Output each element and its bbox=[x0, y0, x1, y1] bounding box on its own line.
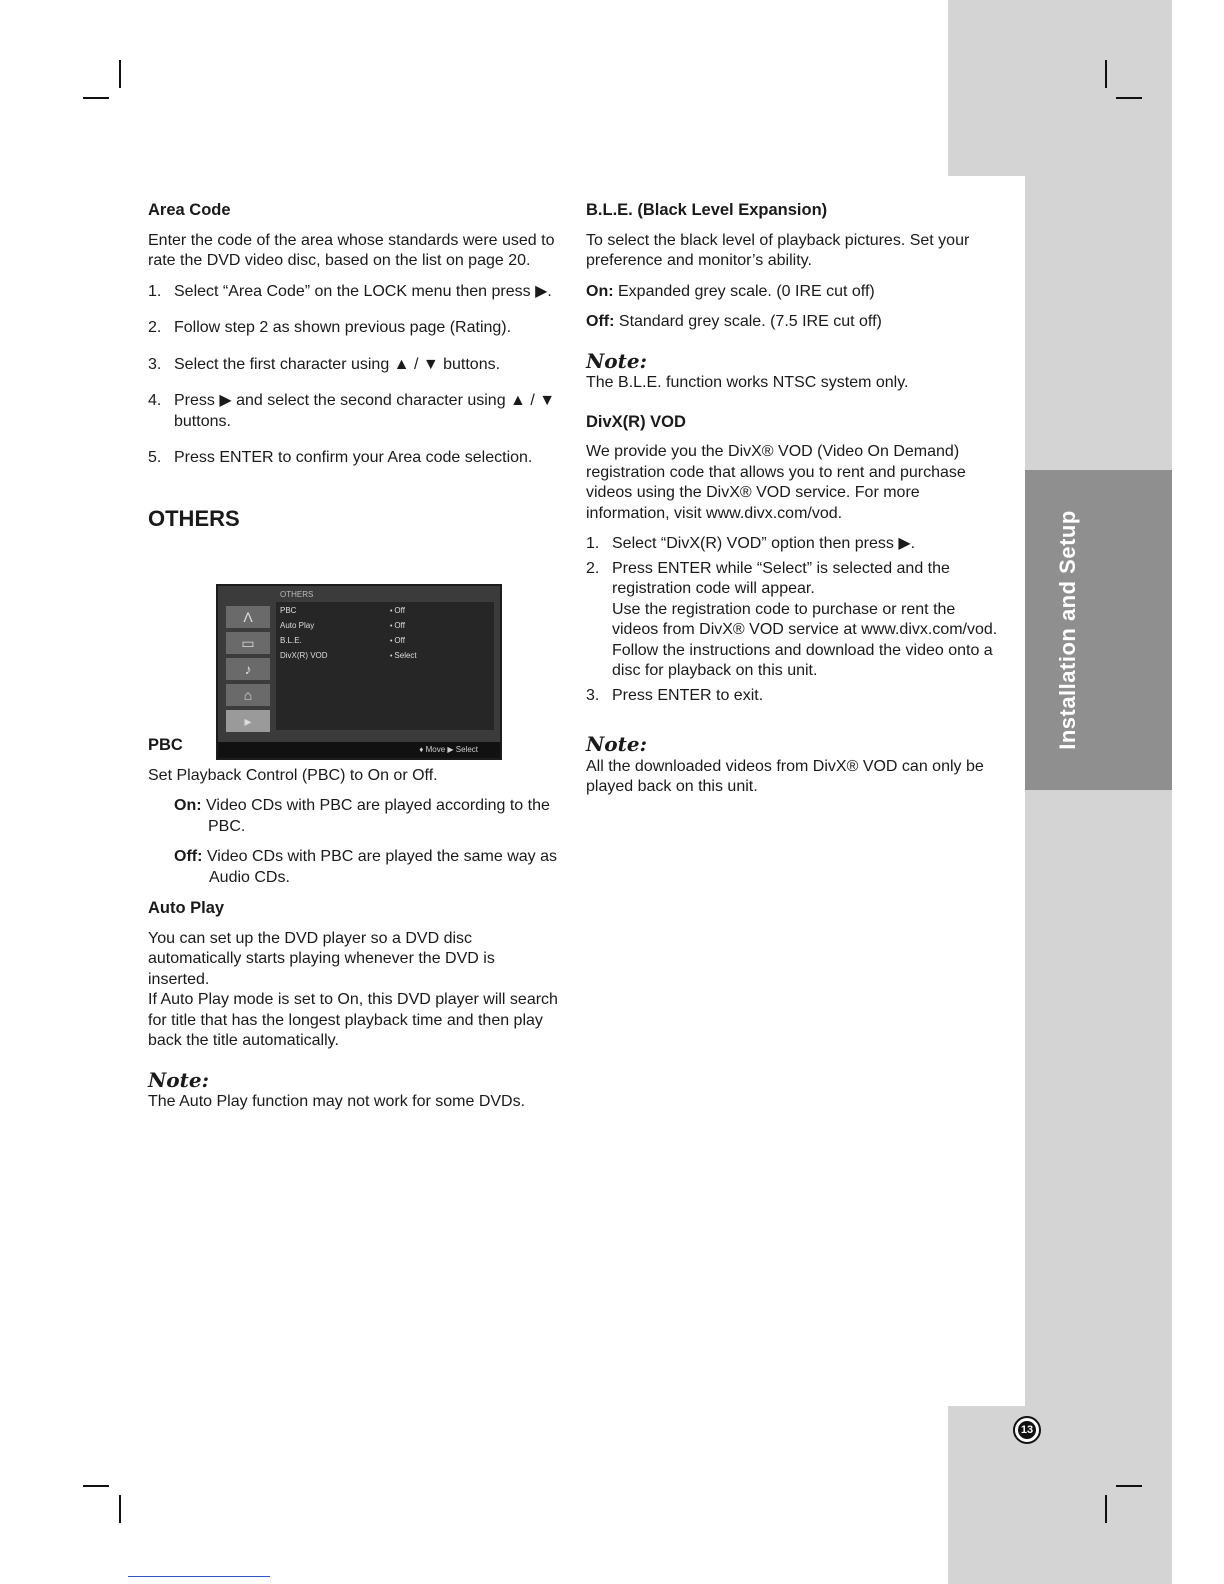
pbc-heading: PBC bbox=[148, 736, 183, 754]
section-tab bbox=[1025, 470, 1172, 790]
list-item: 1. Select “Area Code” on the LOCK menu then press ▶. bbox=[148, 282, 552, 300]
divx-note-text: All the downloaded videos from DivX® VOD can only be played back on this unit. bbox=[586, 757, 984, 795]
bottom-rule bbox=[128, 1576, 270, 1577]
display-icon: ▭ bbox=[226, 632, 270, 654]
list-item: 3. Select the first character using ▲ / ▼ buttons. bbox=[148, 355, 501, 373]
divx-section bbox=[586, 412, 1002, 798]
auto-play-para2: If Auto Play mode is set to On, this DVD player will search for title that has the longest playback time and then play back the title automatically. bbox=[148, 991, 558, 1049]
ble-intro: To select the black level of playback pictures. Set your preference and monitor’s ability. bbox=[586, 231, 970, 269]
crop-mark bbox=[83, 97, 109, 99]
pbc-on-option: On: Video CDs with PBC are played according to the PBC. bbox=[174, 797, 550, 835]
ble-note-heading: Note: bbox=[586, 348, 647, 373]
area-code-intro: Enter the code of the area whose standards were used to rate the DVD video disc, based on the list on page 20. bbox=[148, 231, 555, 269]
lock-icon: ⌂ bbox=[226, 684, 270, 706]
gray-margin-top bbox=[948, 0, 1172, 176]
others-menu-screenshot bbox=[216, 584, 502, 760]
osd-row-divx-vod: DivX(R) VOD • Select bbox=[280, 651, 488, 663]
divx-steps bbox=[586, 534, 1002, 706]
crop-mark bbox=[1105, 1495, 1107, 1523]
pbc-intro: Set Playback Control (PBC) to On or Off. bbox=[148, 766, 438, 784]
osd-row-ble: B.L.E. • Off bbox=[280, 636, 488, 648]
divx-note-heading: Note: bbox=[586, 732, 647, 756]
area-code-steps bbox=[148, 282, 558, 469]
osd-row-auto-play: Auto Play • Off bbox=[280, 621, 488, 633]
audio-icon: ♪ bbox=[226, 658, 270, 680]
language-icon: Λ bbox=[226, 606, 270, 628]
osd-footer: ♦ Move ▶ Select bbox=[218, 742, 500, 758]
auto-play-note-text: The Auto Play function may not work for some DVDs. bbox=[148, 1093, 526, 1110]
auto-play-heading: Auto Play bbox=[148, 899, 225, 917]
list-item: 3. Press ENTER to exit. bbox=[586, 686, 764, 704]
crop-mark bbox=[119, 60, 121, 88]
crop-mark bbox=[1116, 1485, 1142, 1487]
area-code-section bbox=[148, 200, 558, 469]
right-column bbox=[586, 200, 1002, 808]
list-item: 4. Press ▶ and select the second character using ▲ / ▼ buttons. bbox=[148, 392, 556, 430]
list-item: 2. Follow step 2 as shown previous page (Rating). bbox=[148, 319, 512, 336]
gray-margin-bottom bbox=[948, 1406, 1172, 1584]
crop-mark bbox=[1105, 60, 1107, 88]
auto-play-note-heading: Note: bbox=[148, 1067, 209, 1092]
ble-heading: B.L.E. (Black Level Expansion) bbox=[586, 201, 828, 219]
list-item: 5. Press ENTER to confirm your Area code selection. bbox=[148, 449, 533, 466]
ble-section bbox=[586, 200, 1002, 394]
ble-on-option: On: Expanded grey scale. (0 IRE cut off) bbox=[586, 282, 875, 300]
auto-play-para1: You can set up the DVD player so a DVD disc automatically starts playing whenever the DVD is inserted. bbox=[148, 929, 495, 988]
gray-margin-strip bbox=[1025, 176, 1172, 1406]
list-item: 2. Press ENTER while “Select” is selected and the registration code will appear. Use the registration code to purchase or rent the videos from DivX® VOD service at www.divx.com/vod. Follow the instructions and download the video onto a disc for playback on this unit. bbox=[586, 559, 998, 679]
divx-heading: DivX(R) VOD bbox=[586, 412, 686, 431]
osd-row-pbc: PBC • Off bbox=[280, 606, 488, 618]
list-item: 1. Select “DivX(R) VOD” option then press ▶. bbox=[586, 535, 916, 552]
auto-play-section bbox=[148, 898, 558, 1113]
others-icon: ▸ bbox=[226, 710, 270, 732]
crop-mark bbox=[119, 1495, 121, 1523]
crop-mark bbox=[83, 1485, 109, 1487]
divx-intro: We provide you the DivX® VOD (Video On Demand) registration code that allows you to rent and purchase videos using the DivX® VOD service. For more information, visit www.divx.com/vod. bbox=[586, 443, 966, 522]
ble-note-text: The B.L.E. function works NTSC system only. bbox=[586, 374, 909, 391]
ble-off-option: Off: Standard grey scale. (7.5 IRE cut off) bbox=[586, 313, 882, 330]
pbc-off-option: Off: Video CDs with PBC are played the same way as Audio CDs. bbox=[174, 848, 557, 886]
osd-icon-column bbox=[222, 604, 272, 734]
area-code-heading: Area Code bbox=[148, 201, 231, 219]
others-heading: OTHERS bbox=[148, 505, 240, 531]
page-number-badge: 13 bbox=[1013, 1416, 1041, 1444]
osd-title: OTHERS bbox=[280, 590, 314, 599]
crop-mark bbox=[1116, 97, 1142, 99]
